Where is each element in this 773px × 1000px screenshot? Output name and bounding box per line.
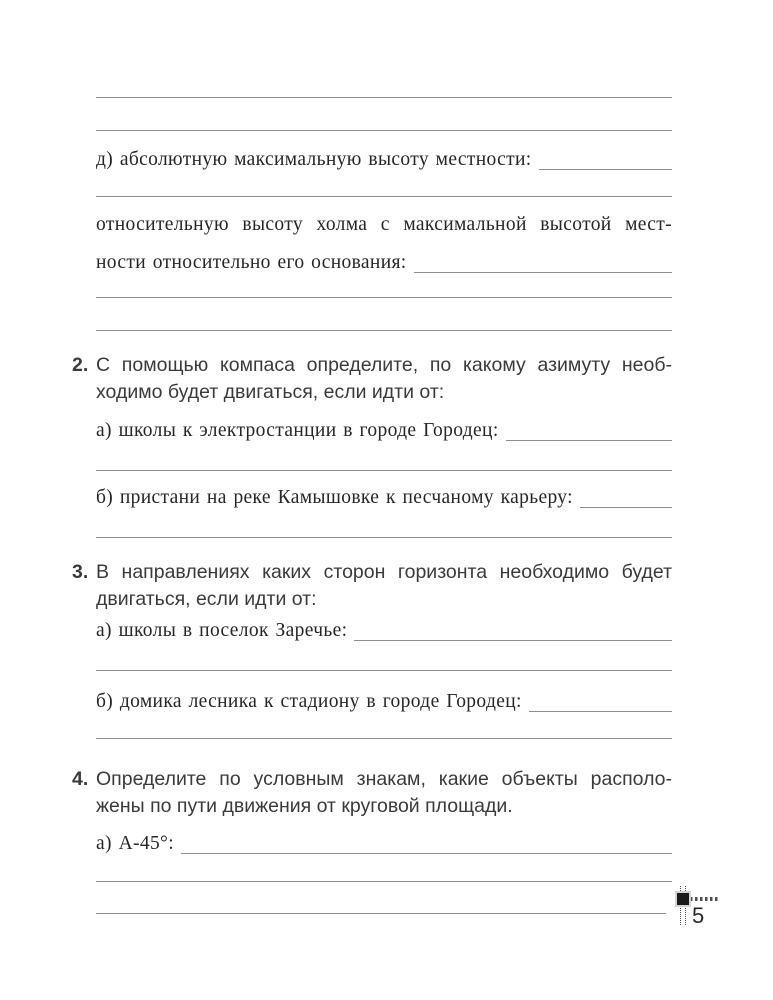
question-3b-row bbox=[96, 689, 672, 715]
question-2 bbox=[72, 352, 672, 405]
question-4-text-line1: Определите по условным знакам, какие объекты располо- bbox=[96, 768, 672, 790]
question-4-text-line2: жены по пути движения от круговой площади. bbox=[96, 794, 513, 817]
answer-line bbox=[96, 470, 672, 471]
answer-line bbox=[96, 97, 672, 98]
question-2a-label: а) школы к электростанции в городе Городец: bbox=[96, 420, 499, 441]
question-2a-row bbox=[96, 418, 672, 444]
answer-fill-line bbox=[580, 507, 672, 508]
question-2b-row bbox=[96, 485, 672, 511]
question-2-text-line2: ходимо будет двигаться, если идти от: bbox=[96, 380, 445, 403]
answer-line bbox=[96, 130, 672, 131]
answer-line bbox=[96, 196, 672, 197]
answer-fill-line bbox=[181, 853, 672, 854]
answer-line bbox=[96, 881, 672, 882]
question-3b-label: б) домика лесника к стадиону в городе Городец: bbox=[96, 691, 522, 712]
answer-fill-line bbox=[506, 440, 672, 441]
answer-fill-line bbox=[354, 640, 672, 641]
item-d-rel-line1: относительную высоту холма с максимальной высотой мест- bbox=[96, 214, 672, 235]
item-d-label: д) абсолютную максимальную высоту местности: bbox=[96, 149, 532, 170]
answer-line bbox=[96, 738, 672, 739]
crop-mark-horizontal-dashes-icon bbox=[690, 897, 718, 901]
answer-fill-line bbox=[529, 711, 672, 712]
question-2-text-line1: С помощью компаса определите, по какому азимуту необ- bbox=[96, 354, 672, 376]
question-4a-row bbox=[96, 831, 672, 857]
answer-line bbox=[96, 330, 672, 331]
item-d-rel-row bbox=[96, 250, 672, 276]
answer-line bbox=[96, 297, 672, 298]
page-number: 5 bbox=[692, 903, 705, 928]
question-3-number: 3. bbox=[72, 561, 89, 583]
answer-line bbox=[96, 670, 672, 671]
question-4 bbox=[72, 766, 672, 819]
item-d-rel-line2: ности относительно его основания: bbox=[96, 252, 407, 273]
crop-mark-vertical-dashes-icon bbox=[680, 886, 681, 925]
question-4a-label: а) А-45°: bbox=[96, 833, 174, 854]
question-2-number: 2. bbox=[72, 354, 89, 376]
question-2b-label: б) пристани на реке Камышовке к песчаному карьеру: bbox=[96, 487, 573, 508]
question-3-text-line2: двигаться, если идти от: bbox=[96, 587, 317, 610]
answer-fill-line bbox=[414, 272, 672, 273]
question-3-text-line1: В направлениях каких сторон горизонта необходимо будет bbox=[96, 561, 672, 583]
question-3a-label: а) школы в поселок Заречье: bbox=[96, 620, 348, 641]
crop-mark-vertical-dashes-icon bbox=[685, 886, 686, 925]
answer-line bbox=[96, 537, 672, 538]
item-d-row bbox=[96, 147, 672, 173]
question-3 bbox=[72, 559, 672, 612]
answer-fill-line bbox=[539, 169, 672, 170]
question-3a-row bbox=[96, 618, 672, 644]
answer-line bbox=[96, 913, 666, 914]
question-4-number: 4. bbox=[72, 768, 89, 790]
crop-mark-square-icon bbox=[677, 893, 689, 905]
